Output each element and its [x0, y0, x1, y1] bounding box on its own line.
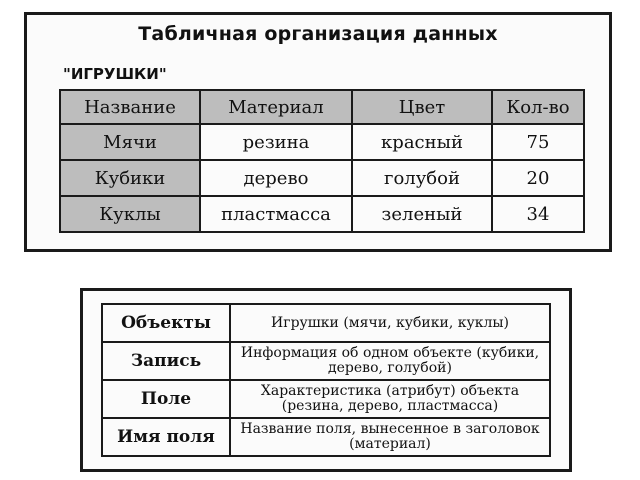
term-objects: Объекты [102, 304, 230, 342]
term-row [102, 304, 550, 342]
cell-material: резина [200, 124, 352, 160]
term-definition: Информация об одном объекте (кубики, дерево, голубой) [230, 342, 550, 380]
header-name: Название [60, 90, 200, 124]
cell-color: зеленый [352, 196, 492, 232]
table-name: "ИГРУШКИ" [63, 65, 167, 83]
term-definition: Игрушки (мячи, кубики, куклы) [230, 304, 550, 342]
cell-name: Кубики [60, 160, 200, 196]
header-material: Материал [200, 90, 352, 124]
table-row [60, 196, 584, 232]
term-row [102, 380, 550, 418]
terms-panel [80, 288, 572, 472]
terms-table [101, 303, 551, 457]
term-field-name: Имя поля [102, 418, 230, 456]
toys-table-panel [24, 12, 612, 252]
term-definition: Название поля, вынесенное в заголовок (материал) [230, 418, 550, 456]
toys-table [59, 89, 585, 233]
header-count: Кол-во [492, 90, 584, 124]
cell-color: красный [352, 124, 492, 160]
term-definition: Характеристика (атрибут) объекта (резина, дерево, пластмасса) [230, 380, 550, 418]
page-title: Табличная организация данных [138, 23, 498, 45]
table-row [60, 160, 584, 196]
cell-count: 34 [492, 196, 584, 232]
cell-color: голубой [352, 160, 492, 196]
cell-count: 20 [492, 160, 584, 196]
table-header-row [60, 90, 584, 124]
term-field: Поле [102, 380, 230, 418]
cell-material: пластмасса [200, 196, 352, 232]
header-color: Цвет [352, 90, 492, 124]
term-row [102, 418, 550, 456]
cell-name: Мячи [60, 124, 200, 160]
term-row [102, 342, 550, 380]
table-row [60, 124, 584, 160]
cell-count: 75 [492, 124, 584, 160]
cell-material: дерево [200, 160, 352, 196]
cell-name: Куклы [60, 196, 200, 232]
term-record: Запись [102, 342, 230, 380]
